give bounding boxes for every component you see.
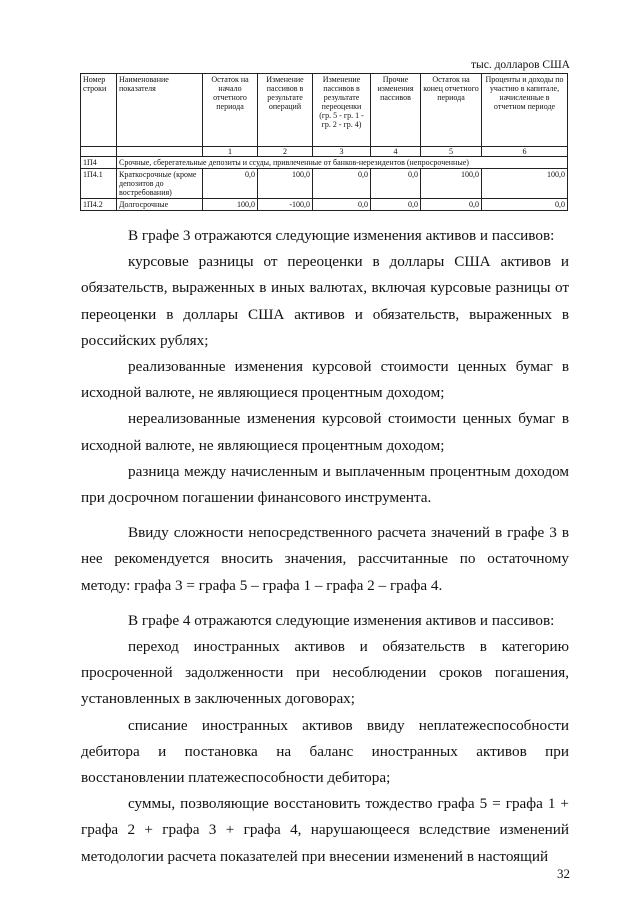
header-cell: Наименование показателя: [117, 74, 203, 147]
header-cell: Прочие изменения пассивов: [371, 74, 421, 147]
value-cell: 0,0: [482, 199, 568, 211]
value-cell: 0,0: [371, 199, 421, 211]
value-cell: 0,0: [313, 169, 371, 199]
paragraph: переход иностранных активов и обязательств в категорию просроченной задолженности при несоблюдении сроков погашения, установленных в заключенных договорах;: [81, 638, 569, 708]
table-row: [81, 199, 568, 211]
row-name: Краткосрочные (кроме депозитов до востребования): [117, 169, 203, 199]
table-row: [81, 169, 568, 199]
column-number-cell: 3: [313, 147, 371, 157]
header-cell: Остаток на конец отчетного периода: [421, 74, 482, 147]
column-number-cell: 1: [203, 147, 258, 157]
column-number-row: [81, 147, 568, 157]
section-row: [81, 157, 568, 169]
paragraph: списание иностранных активов ввиду неплатежеспособности дебитора и постановка на баланс иностранных активов при восстановлении платежеспособности дебитора;: [81, 716, 569, 787]
section-code: 1П4: [81, 157, 117, 169]
value-cell: 100,0: [421, 169, 482, 199]
header-cell: Изменение пассивов в результате операций: [258, 74, 313, 147]
value-cell: 0,0: [313, 199, 371, 211]
page-number: 32: [557, 866, 570, 881]
paragraph: реализованные изменения курсовой стоимости ценных бумаг в исходной валюте, не являющиеся процентным доходом;: [81, 358, 569, 402]
body-text: [81, 223, 569, 870]
header-cell: Изменение пассивов в результате переоценки (гр. 5 - гр. 1 - гр. 2 - гр. 4): [313, 74, 371, 147]
row-code: 1П4.2: [81, 199, 117, 211]
column-number-cell: [81, 147, 117, 157]
header-cell: Номер строки: [81, 74, 117, 147]
column-number-cell: [117, 147, 203, 157]
paragraph: суммы, позволяющие восстановить тождество графа 5 = графа 1 + графа 2 + графа 3 + графа 4, нарушающееся вследствие изменений методологии расчета показателей при внесении изменений в настоящий: [81, 795, 569, 865]
value-cell: -100,0: [258, 199, 313, 211]
value-cell: 100,0: [258, 169, 313, 199]
row-name: Долгосрочные: [117, 199, 203, 211]
value-cell: 0,0: [421, 199, 482, 211]
column-number-cell: 4: [371, 147, 421, 157]
value-cell: 100,0: [482, 169, 568, 199]
paragraph: В графе 3 отражаются следующие изменения активов и пассивов:: [128, 227, 555, 244]
column-number-cell: 6: [482, 147, 568, 157]
paragraph: Ввиду сложности непосредственного расчета значений в графе 3 в нее рекомендуется вносить значения, рассчитанные по остаточному методу: графа 3 = графа 5 – графа 1 – графа 2 – графа 4.: [81, 524, 569, 594]
value-cell: 100,0: [203, 199, 258, 211]
section-title: Срочные, сберегательные депозиты и ссуды, привлеченные от банков-нерезидентов (непросроченные): [117, 157, 568, 169]
unit-label: тыс. долларов США: [470, 59, 570, 71]
column-number-cell: 2: [258, 147, 313, 157]
paragraph: курсовые разницы от переоценки в доллары США активов и обязательств, выраженных в иных валютах, включая курсовые разницы от переоценки в доллары США активов и обязательств, выраженных в российских рублях;: [81, 253, 569, 349]
header-cell: Проценты и доходы по участию в капитале, начисленные в отчетном периоде: [482, 74, 568, 147]
row-code: 1П4.1: [81, 169, 117, 199]
paragraph: нереализованные изменения курсовой стоимости ценных бумаг в исходной валюте, не являющиеся процентным доходом;: [81, 410, 569, 454]
paragraph: В графе 4 отражаются следующие изменения активов и пассивов:: [128, 611, 555, 629]
header-cell: Остаток на начало отчетного периода: [203, 74, 258, 147]
data-table: [80, 73, 568, 211]
paragraph: разница между начисленным и выплаченным процентным доходом при досрочном погашении финансового инструмента.: [81, 462, 569, 507]
column-number-cell: 5: [421, 147, 482, 157]
table-header-row: [81, 74, 568, 147]
value-cell: 0,0: [203, 169, 258, 199]
value-cell: 0,0: [371, 169, 421, 199]
